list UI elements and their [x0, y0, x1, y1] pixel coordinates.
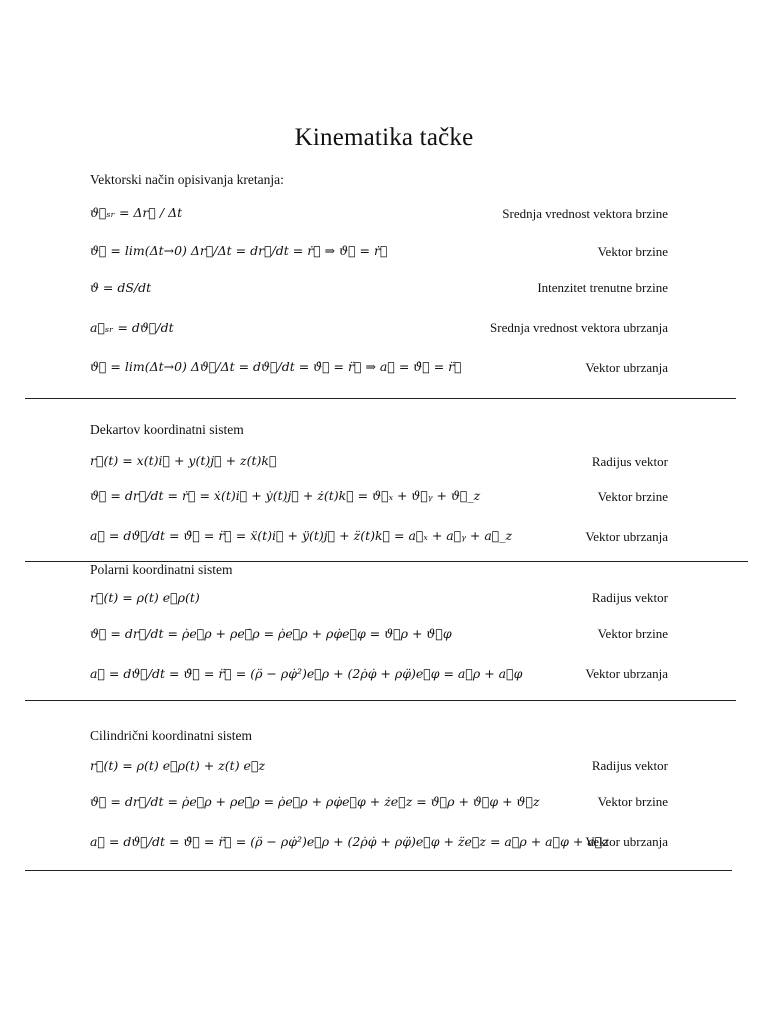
label-cylindrical-radius: Radijus vektor: [591, 758, 668, 773]
label-velocity: Vektor brzine: [597, 244, 668, 259]
formula-acceleration: ϑ⃗ = lim(Δt→0) Δϑ⃗/Δt = dϑ⃗/dt = ϑ̇⃗ = r̈⃗ ⇒ a⃗ = ϑ̇⃗ = r̈⃗: [90, 359, 462, 374]
label-cylindrical-velocity: Vektor brzine: [597, 794, 668, 809]
label-cylindrical-acceleration: Vektor ubrzanja: [585, 834, 668, 849]
section-heading-polar: Polarni koordinatni sistem: [90, 562, 233, 577]
label-polar-velocity: Vektor brzine: [597, 626, 668, 641]
formula-cylindrical-velocity: ϑ⃗ = dr⃗/dt = ρ̇e⃗ρ + ρe⃗̇ρ = ρ̇e⃗ρ + ρφ̇e⃗φ + że⃗z = ϑ⃗ρ + ϑ⃗φ + ϑ⃗z: [90, 794, 540, 809]
section-divider: [25, 700, 736, 701]
formula-cartesian-radius: r⃗(t) = x(t)i⃗ + y(t)j⃗ + z(t)k⃗: [90, 453, 277, 468]
section-heading-cartesian: Dekartov koordinatni sistem: [90, 422, 244, 437]
label-cartesian-velocity: Vektor brzine: [597, 489, 668, 504]
formula-polar-radius: r⃗(t) = ρ(t) e⃗ρ(t): [90, 590, 200, 605]
formula-speed: ϑ = dS/dt: [90, 280, 152, 295]
formula-cylindrical-radius: r⃗(t) = ρ(t) e⃗ρ(t) + z(t) e⃗z: [90, 758, 266, 773]
formula-cartesian-velocity: ϑ⃗ = dr⃗/dt = ṙ⃗ = ẋ(t)i⃗ + ẏ(t)j⃗ + ż(t)k⃗ = ϑ⃗ₓ + ϑ⃗ᵧ + ϑ⃗_z: [90, 488, 481, 503]
label-avg-velocity: Srednja vrednost vektora brzine: [502, 206, 668, 221]
formula-avg-acceleration: a⃗ₛᵣ = dϑ⃗/dt: [90, 320, 174, 335]
label-cartesian-radius: Radijus vektor: [591, 454, 668, 469]
label-polar-acceleration: Vektor ubrzanja: [585, 666, 668, 681]
formula-polar-velocity: ϑ⃗ = dr⃗/dt = ρ̇e⃗ρ + ρe⃗̇ρ = ρ̇e⃗ρ + ρφ̇e⃗φ = ϑ⃗ρ + ϑ⃗φ: [90, 626, 452, 641]
label-speed: Intenzitet trenutne brzine: [537, 280, 668, 295]
formula-velocity: ϑ⃗ = lim(Δt→0) Δr⃗/Δt = dr⃗/dt = ṙ⃗ ⇒ ϑ⃗ = ṙ⃗: [90, 243, 388, 258]
label-cartesian-acceleration: Vektor ubrzanja: [585, 529, 668, 544]
formula-avg-velocity: ϑ⃗ₛᵣ = Δr⃗ / Δt: [90, 205, 183, 220]
formula-cartesian-acceleration: a⃗ = dϑ⃗/dt = ϑ̇⃗ = r̈⃗ = ẍ(t)i⃗ + ÿ(t)j⃗ + z̈(t)k⃗ = a⃗ₓ + a⃗ᵧ + a⃗_z: [90, 528, 513, 543]
label-polar-radius: Radijus vektor: [591, 590, 668, 605]
section-divider: [25, 398, 736, 399]
section-heading-vector: Vektorski način opisivanja kretanja:: [90, 172, 284, 187]
label-avg-acceleration: Srednja vrednost vektora ubrzanja: [490, 320, 668, 335]
page-title: Kinematika tačke: [294, 124, 474, 151]
section-heading-cylindrical: Cilindrični koordinatni sistem: [90, 728, 252, 743]
formula-cylindrical-acceleration: a⃗ = dϑ⃗/dt = ϑ̇⃗ = r̈⃗ = (ρ̈ − ρφ̇²)e⃗ρ + (2ρ̇φ̇ + ρφ̈)e⃗φ + z̈e⃗z = a⃗ρ + a⃗φ + a⃗z: [90, 834, 609, 849]
section-divider: [25, 870, 732, 871]
label-acceleration: Vektor ubrzanja: [585, 360, 668, 375]
formula-polar-acceleration: a⃗ = dϑ⃗/dt = ϑ̇⃗ = r̈⃗ = (ρ̈ − ρφ̇²)e⃗ρ + (2ρ̇φ̇ + ρφ̈)e⃗φ = a⃗ρ + a⃗φ: [90, 666, 523, 681]
